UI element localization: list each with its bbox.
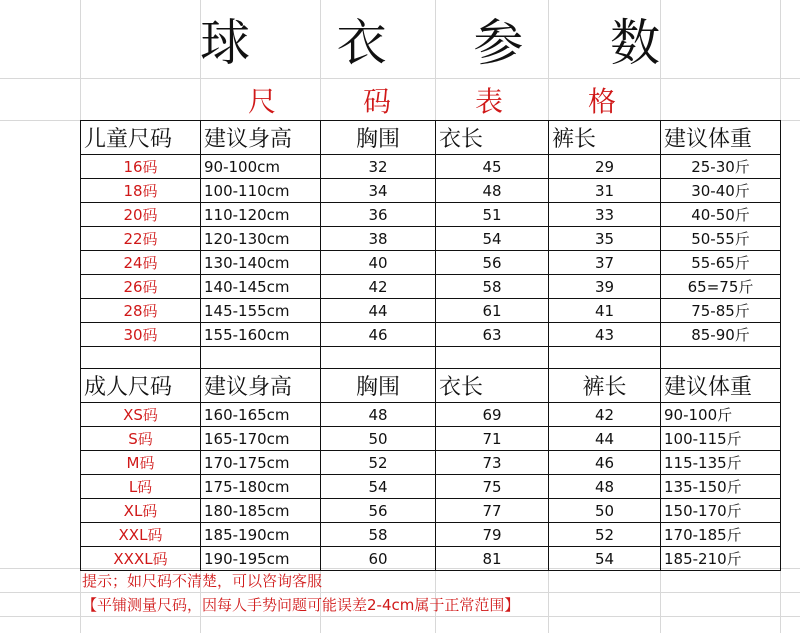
size-chart-table — [80, 120, 781, 571]
size-cell: XL码 — [81, 499, 201, 523]
length-cell: 51 — [436, 203, 549, 227]
weight-cell: 75-85斤 — [661, 299, 781, 323]
pants-cell: 43 — [549, 323, 661, 347]
table-row — [81, 251, 781, 275]
weight-cell: 30-40斤 — [661, 179, 781, 203]
page-title — [200, 0, 660, 78]
subtitle-char: 尺 — [248, 85, 277, 118]
weight-cell: 40-50斤 — [661, 203, 781, 227]
table-row — [81, 299, 781, 323]
chest-cell: 46 — [321, 323, 436, 347]
chest-cell: 50 — [321, 427, 436, 451]
size-cell: 22码 — [81, 227, 201, 251]
pants-cell: 46 — [549, 451, 661, 475]
height-cell: 165-170cm — [201, 427, 321, 451]
pants-cell: 31 — [549, 179, 661, 203]
table-row — [81, 179, 781, 203]
length-cell: 81 — [436, 547, 549, 571]
chest-cell: 44 — [321, 299, 436, 323]
height-cell: 110-120cm — [201, 203, 321, 227]
weight-cell: 170-185斤 — [661, 523, 781, 547]
pants-cell: 54 — [549, 547, 661, 571]
length-cell: 56 — [436, 251, 549, 275]
weight-cell: 55-65斤 — [661, 251, 781, 275]
subtitle-char: 码 — [363, 85, 392, 118]
header-kids-size: 儿童尺码 — [81, 121, 201, 155]
length-cell: 79 — [436, 523, 549, 547]
height-cell: 120-130cm — [201, 227, 321, 251]
length-cell: 54 — [436, 227, 549, 251]
weight-cell: 115-135斤 — [661, 451, 781, 475]
pants-cell: 35 — [549, 227, 661, 251]
weight-cell: 185-210斤 — [661, 547, 781, 571]
header-weight: 建议体重 — [661, 369, 781, 403]
height-cell: 140-145cm — [201, 275, 321, 299]
header-height: 建议身高 — [201, 121, 321, 155]
length-cell: 63 — [436, 323, 549, 347]
weight-cell: 90-100斤 — [661, 403, 781, 427]
subtitle-char: 格 — [588, 85, 617, 118]
title-char: 球 — [200, 14, 250, 72]
table-row — [81, 523, 781, 547]
chest-cell: 32 — [321, 155, 436, 179]
weight-cell: 65=75斤 — [661, 275, 781, 299]
pants-cell: 48 — [549, 475, 661, 499]
table-row — [81, 451, 781, 475]
height-cell: 160-165cm — [201, 403, 321, 427]
length-cell: 69 — [436, 403, 549, 427]
length-cell: 48 — [436, 179, 549, 203]
size-cell: 26码 — [81, 275, 201, 299]
weight-cell: 85-90斤 — [661, 323, 781, 347]
spacer-row — [81, 347, 781, 369]
header-adult-size: 成人尺码 — [81, 369, 201, 403]
page-subtitle — [200, 80, 660, 120]
table-row — [81, 323, 781, 347]
title-char: 数 — [609, 14, 660, 72]
header-weight: 建议体重 — [661, 121, 781, 155]
table-row — [81, 475, 781, 499]
height-cell: 130-140cm — [201, 251, 321, 275]
table-row — [81, 227, 781, 251]
size-cell: 28码 — [81, 299, 201, 323]
chest-cell: 52 — [321, 451, 436, 475]
size-cell: 20码 — [81, 203, 201, 227]
size-cell: M码 — [81, 451, 201, 475]
size-cell: XXXL码 — [81, 547, 201, 571]
header-chest: 胸围 — [321, 369, 436, 403]
pants-cell: 50 — [549, 499, 661, 523]
height-cell: 170-175cm — [201, 451, 321, 475]
measure-note: 【平铺测量尺码，因每人手势问题可能误差2-4cm属于正常范围】 — [82, 596, 520, 614]
size-cell: S码 — [81, 427, 201, 451]
table-row — [81, 403, 781, 427]
chest-cell: 48 — [321, 403, 436, 427]
length-cell: 58 — [436, 275, 549, 299]
table-row — [81, 203, 781, 227]
pants-cell: 37 — [549, 251, 661, 275]
tip-note: 提示；如尺码不清楚，可以咨询客服 — [82, 572, 323, 590]
length-cell: 71 — [436, 427, 549, 451]
pants-cell: 42 — [549, 403, 661, 427]
size-cell: XS码 — [81, 403, 201, 427]
height-cell: 100-110cm — [201, 179, 321, 203]
size-cell: L码 — [81, 475, 201, 499]
chest-cell: 40 — [321, 251, 436, 275]
weight-cell: 50-55斤 — [661, 227, 781, 251]
height-cell: 145-155cm — [201, 299, 321, 323]
height-cell: 190-195cm — [201, 547, 321, 571]
header-height: 建议身高 — [201, 369, 321, 403]
size-cell: 16码 — [81, 155, 201, 179]
height-cell: 155-160cm — [201, 323, 321, 347]
size-cell: 30码 — [81, 323, 201, 347]
table-row — [81, 547, 781, 571]
header-length: 衣长 — [436, 121, 549, 155]
chest-cell: 56 — [321, 499, 436, 523]
length-cell: 73 — [436, 451, 549, 475]
size-cell: 18码 — [81, 179, 201, 203]
chest-cell: 42 — [321, 275, 436, 299]
header-chest: 胸围 — [321, 121, 436, 155]
header-pants: 裤长 — [549, 121, 661, 155]
height-cell: 185-190cm — [201, 523, 321, 547]
subtitle-char: 表 — [475, 85, 504, 118]
chest-cell: 38 — [321, 227, 436, 251]
chest-cell: 54 — [321, 475, 436, 499]
chest-cell: 36 — [321, 203, 436, 227]
chest-cell: 34 — [321, 179, 436, 203]
chest-cell: 60 — [321, 547, 436, 571]
pants-cell: 41 — [549, 299, 661, 323]
size-cell: 24码 — [81, 251, 201, 275]
table-row — [81, 427, 781, 451]
kids-header-row — [81, 121, 781, 155]
title-char: 参 — [473, 14, 524, 72]
header-length: 衣长 — [436, 369, 549, 403]
table-row — [81, 155, 781, 179]
size-cell: XXL码 — [81, 523, 201, 547]
length-cell: 77 — [436, 499, 549, 523]
pants-cell: 52 — [549, 523, 661, 547]
pants-cell: 29 — [549, 155, 661, 179]
weight-cell: 100-115斤 — [661, 427, 781, 451]
height-cell: 175-180cm — [201, 475, 321, 499]
weight-cell: 135-150斤 — [661, 475, 781, 499]
height-cell: 180-185cm — [201, 499, 321, 523]
chest-cell: 58 — [321, 523, 436, 547]
weight-cell: 150-170斤 — [661, 499, 781, 523]
length-cell: 75 — [436, 475, 549, 499]
length-cell: 45 — [436, 155, 549, 179]
height-cell: 90-100cm — [201, 155, 321, 179]
header-pants: 裤长 — [549, 369, 661, 403]
table-row — [81, 275, 781, 299]
adult-header-row — [81, 369, 781, 403]
pants-cell: 33 — [549, 203, 661, 227]
pants-cell: 39 — [549, 275, 661, 299]
table-row — [81, 499, 781, 523]
weight-cell: 25-30斤 — [661, 155, 781, 179]
length-cell: 61 — [436, 299, 549, 323]
pants-cell: 44 — [549, 427, 661, 451]
title-char: 衣 — [336, 14, 387, 72]
